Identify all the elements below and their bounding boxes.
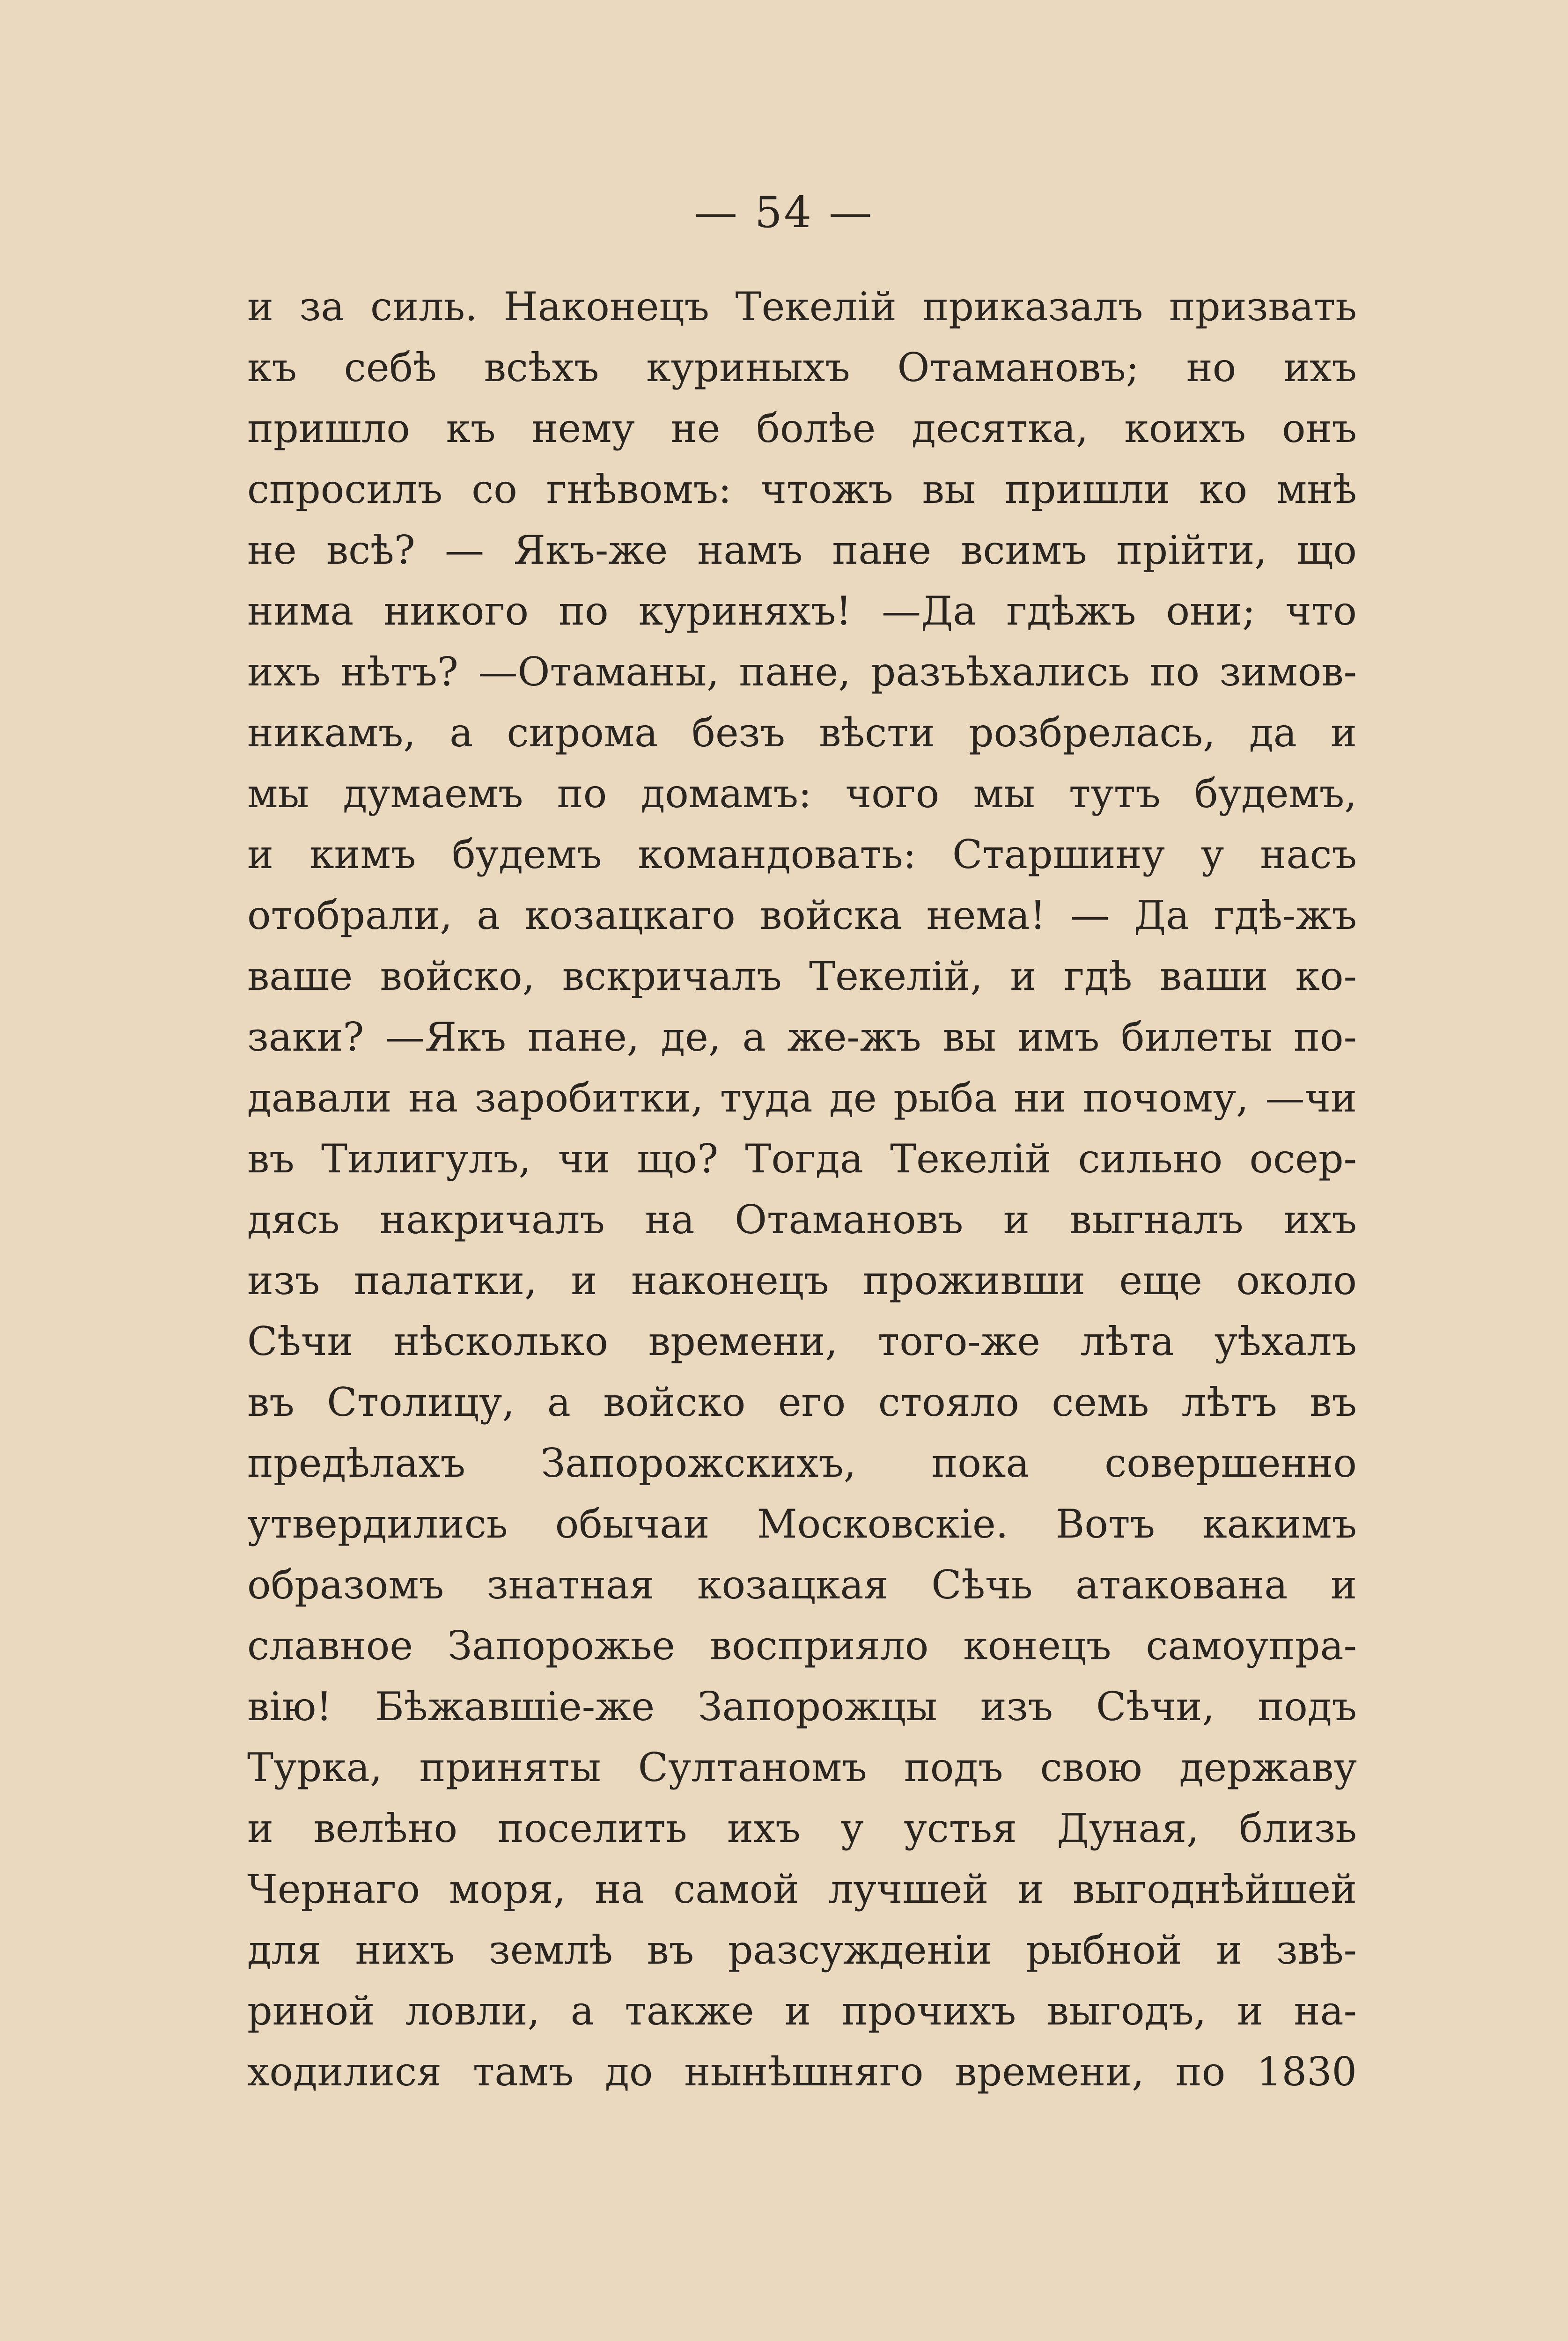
body-text <box>247 276 1357 2102</box>
text-line: ходилися тамъ до нынѣшняго времени, по 1830 <box>247 2049 1357 2095</box>
text-line: изъ палатки, и наконецъ проживши еще около <box>247 1258 1357 1303</box>
text-line: давали на заробитки, туда де рыба ни почому, —чи <box>247 1075 1357 1121</box>
text-line: риной ловли, а также и прочихъ выгодъ, и на- <box>247 1988 1357 2034</box>
text-line: Сѣчи нѣсколько времени, того-же лѣта уѣхалъ <box>247 1318 1357 1364</box>
page-number: — 54 — <box>694 187 874 237</box>
text-line: вію! Бѣжавшіе-же Запорожцы изъ Сѣчи, подъ <box>247 1684 1357 1730</box>
text-line: пришло къ нему не болѣе десятка, коихъ онъ <box>247 405 1357 451</box>
text-line: нима никого по куриняхъ! —Да гдѣжъ они; что <box>247 588 1357 634</box>
text-line: никамъ, а сирома безъ вѣсти розбрелась, да и <box>247 710 1357 756</box>
text-line: заки? —Якъ пане, де, а же-жъ вы имъ билеты по- <box>247 1014 1357 1060</box>
text-line: въ Столицу, а войско его стояло семь лѣтъ въ <box>247 1379 1357 1425</box>
text-line: для нихъ землѣ въ разсужденіи рыбной и звѣ- <box>247 1927 1357 1973</box>
text-line: въ Тилигулъ, чи що? Тогда Текелій сильно осер- <box>247 1136 1357 1182</box>
text-line: утвердились обычаи Московскіе. Вотъ какимъ <box>247 1501 1357 1547</box>
text-line: не всѣ? — Якъ-же намъ пане всимъ прійти, що <box>247 527 1357 573</box>
text-line: Чернаго моря, на самой лучшей и выгоднѣйшей <box>247 1866 1357 1912</box>
text-line: ихъ нѣтъ? —Отаманы, пане, разъѣхались по зимов- <box>247 649 1357 695</box>
text-line: Турка, приняты Султаномъ подъ свою державу <box>247 1745 1357 1790</box>
text-line: спросилъ со гнѣвомъ: чтожъ вы пришли ко мнѣ <box>247 466 1357 512</box>
text-line: и за силь. Наконецъ Текелій приказалъ призвать <box>247 284 1357 330</box>
text-line: дясь накричалъ на Отамановъ и выгналъ ихъ <box>247 1197 1357 1243</box>
text-line: славное Запорожье восприяло конецъ самоупра- <box>247 1623 1357 1669</box>
text-line: ваше войско, вскричалъ Текелій, и гдѣ ваши ко- <box>247 953 1357 999</box>
text-line: и кимъ будемъ командовать: Старшину у насъ <box>247 832 1357 877</box>
text-line: образомъ знатная козацкая Сѣчь атакована и <box>247 1562 1357 1608</box>
text-line: къ себѣ всѣхъ куриныхъ Отамановъ; но ихъ <box>247 345 1357 390</box>
text-line: мы думаемъ по домамъ: чого мы тутъ будемъ, <box>247 771 1357 817</box>
text-line: и велѣно поселить ихъ у устья Дуная, близь <box>247 1805 1357 1851</box>
text-line: отобрали, а козацкаго войска нема! — Да гдѣ-жъ <box>247 892 1357 938</box>
text-line: предѣлахъ Запорожскихъ, пока совершенно <box>247 1440 1357 1486</box>
